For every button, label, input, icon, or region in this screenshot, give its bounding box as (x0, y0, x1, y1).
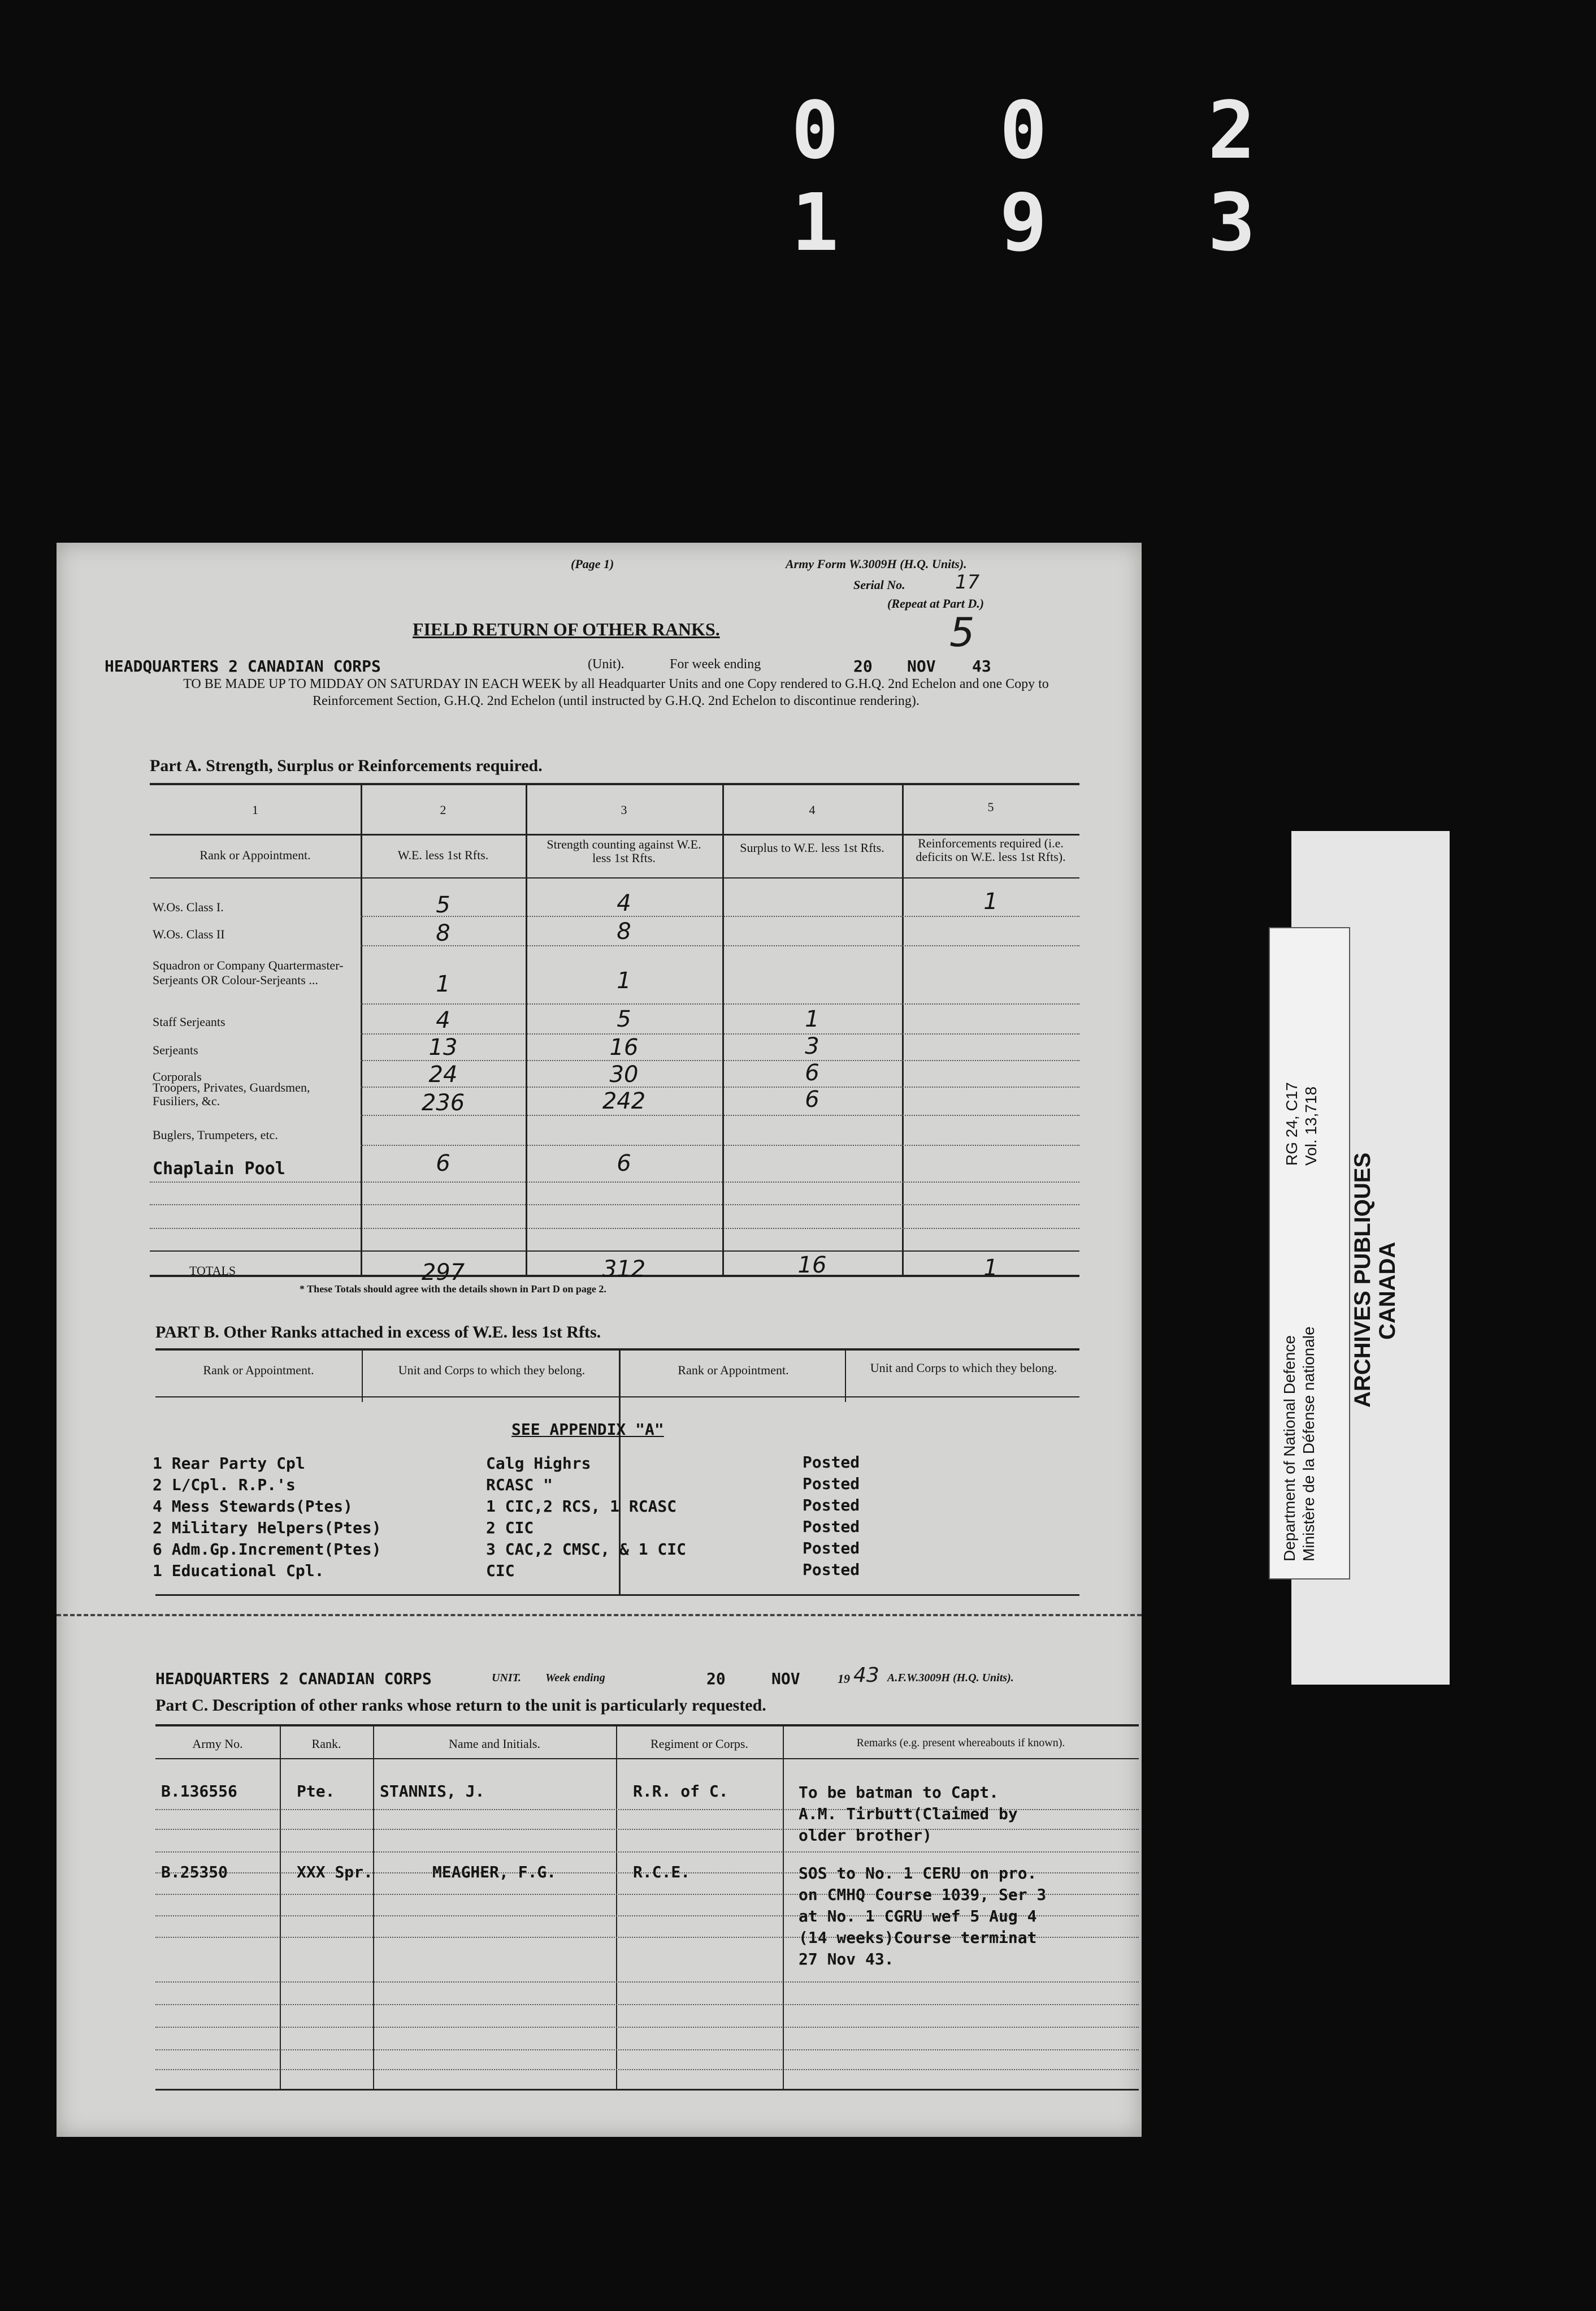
part-b-col-unit-1: Unit and Corps to which they belong. (398, 1363, 586, 1377)
part-c-week-month: NOV (771, 1669, 800, 1688)
week-label: For week ending (670, 657, 761, 672)
ref-rg: RG 24, C17 (1283, 1082, 1300, 1166)
dept-text (1280, 1326, 1319, 1561)
cell-cpl-surplus: 6 (805, 1060, 819, 1086)
part-c-row1-corps: R.R. of C. (633, 1782, 728, 1801)
part-c-row2-name: MEAGHER, F.G. (432, 1863, 557, 1881)
part-b-row-status: Posted (803, 1517, 860, 1536)
cell-wo2-we: 8 (436, 920, 450, 946)
tear-line (57, 1614, 1142, 1616)
col-head-strength: Strength counting against W.E. less 1st Rfts. (547, 837, 701, 865)
part-b-row-unit: 3 CAC,2 CMSC, & 1 CIC (486, 1540, 687, 1559)
dept-fr: Ministère de la Défense nationale (1300, 1326, 1317, 1561)
cell-troopers-we: 236 (421, 1090, 465, 1116)
serial-value: 17 (955, 571, 980, 594)
serial-label: Serial No. (853, 578, 905, 592)
cell-cpl-we: 24 (428, 1062, 458, 1088)
total-strength: 312 (602, 1256, 646, 1282)
part-b-row-unit: RCASC " (486, 1475, 553, 1494)
hand-mark: 5 (949, 609, 975, 656)
col-num-3: 3 (621, 803, 627, 817)
part-c-title: Part C. Description of other ranks whose return to the unit is particularly requested. (155, 1696, 766, 1715)
part-c-row2-corps: R.C.E. (633, 1863, 691, 1881)
col-head-rank: Rank or Appointment. (200, 848, 311, 862)
cell-sjt-strength: 16 (609, 1035, 639, 1061)
col-num-1: 1 (252, 803, 258, 817)
week-day: 20 (853, 657, 873, 676)
unit-name: HEADQUARTERS 2 CANADIAN CORPS (105, 657, 381, 676)
row-label-wo2: W.Os. Class II (153, 927, 225, 941)
part-a-footnote: * These Totals should agree with the details shown in Part D on page 2. (300, 1283, 606, 1295)
part-c-unit: HEADQUARTERS 2 CANADIAN CORPS (155, 1669, 432, 1688)
cell-staff-sjt-strength: 5 (617, 1006, 631, 1032)
part-b-row-status: Posted (803, 1496, 860, 1514)
remark-line: at No. 1 CGRU wef 5 Aug 4 (799, 1907, 1037, 1925)
totals-label: TOTALS (189, 1263, 236, 1278)
cell-troopers-surplus: 6 (805, 1087, 819, 1113)
see-appendix: SEE APPENDIX "A" (511, 1420, 664, 1439)
form-title: FIELD RETURN OF OTHER RANKS. (413, 619, 720, 639)
part-b-row-rank: 6 Adm.Gp.Increment(Ptes) (153, 1540, 381, 1559)
cell-troopers-strength: 242 (602, 1088, 646, 1114)
part-b-row-unit: Calg Highrs (486, 1454, 591, 1473)
cell-wo2-strength: 8 (617, 919, 631, 945)
part-c-row1-rank: Pte. (297, 1782, 335, 1801)
total-surplus: 16 (797, 1252, 827, 1278)
week-year: 43 (972, 657, 991, 676)
cell-chaplain-strength: 6 (617, 1150, 631, 1176)
part-b-row-unit: 1 CIC,2 RCS, 1 RCASC (486, 1497, 677, 1516)
row-label-wo1: W.Os. Class I. (153, 900, 224, 914)
part-b-col-unit-2: Unit and Corps to which they belong. (870, 1361, 1057, 1375)
document-page (57, 543, 1142, 2137)
ref-vol: Vol. 13,718 (1302, 1086, 1320, 1166)
cell-staff-sjt-we: 4 (436, 1007, 450, 1033)
archive-line-3: CANADA (1375, 1241, 1400, 1340)
col-head-surplus: Surplus to W.E. less 1st Rfts. (740, 841, 884, 855)
part-b-row-rank: 1 Educational Cpl. (153, 1561, 324, 1580)
cell-chaplain-we: 6 (436, 1150, 450, 1176)
row-label-troopers: Troopers, Privates, Guardsmen, Fusiliers, &c. (153, 1080, 310, 1108)
remark-line: (14 weeks)Course terminat (799, 1928, 1037, 1947)
part-c-row1-remarks (799, 1782, 1018, 1846)
col-num-4: 4 (809, 803, 816, 817)
cell-sjt-we: 13 (428, 1035, 458, 1061)
part-c-row2-army-no: B.25350 (161, 1863, 228, 1881)
instructions: TO BE MADE UP TO MIDDAY ON SATURDAY IN EACH WEEK by all Headquarter Units and one Copy rendered to G.H.Q. 2nd Echelon and one Copy to Reinforcement Section, G.H.Q. 2nd Echelon (until instructed by G.H.Q. 2nd Echelon to discontinue rendering). (183, 677, 1049, 708)
remark-line: SOS to No. 1 CERU on pro. (799, 1864, 1037, 1882)
col-num-2: 2 (440, 803, 446, 817)
remark-line: 27 Nov 43. (799, 1950, 894, 1968)
archive-line-2: ARCHIVES PUBLIQUES (1350, 1152, 1375, 1408)
cell-cpl-strength: 30 (609, 1062, 639, 1088)
part-b-row-rank: 1 Rear Party Cpl (153, 1454, 305, 1473)
part-c-col-remarks: Remarks (e.g. present whereabouts if known). (856, 1737, 1065, 1749)
part-c-row1-name: STANNIS, J. (380, 1782, 485, 1801)
part-c-col-army-no: Army No. (192, 1737, 243, 1751)
row-label-staff-sjt: Staff Serjeants (153, 1015, 225, 1029)
frame-number: 0 0 2 1 9 3 (791, 85, 1312, 269)
part-c-week-year: 43 (853, 1664, 879, 1687)
total-reinf: 1 (983, 1255, 998, 1281)
part-c-row2-remarks (799, 1863, 1046, 1970)
part-b-row-rank: 2 L/Cpl. R.P.'s (153, 1475, 296, 1494)
cell-staff-sjt-surplus: 1 (805, 1006, 819, 1032)
cell-sjt-surplus: 3 (805, 1033, 819, 1059)
part-b-title: PART B. Other Ranks attached in excess of W.E. less 1st Rfts. (155, 1323, 601, 1341)
row-label-cqms: Squadron or Company Quartermaster-Serjeants OR Colour-Serjeants ... (153, 958, 344, 987)
cell-wo1-reinf: 1 (983, 889, 998, 915)
total-we: 297 (421, 1260, 465, 1286)
part-c-col-corps: Regiment or Corps. (650, 1737, 748, 1751)
repeat-label: (Repeat at Part D.) (887, 596, 985, 611)
part-b-row-rank: 2 Military Helpers(Ptes) (153, 1518, 381, 1537)
col-num-5: 5 (987, 800, 994, 814)
part-b-col-rank-2: Rank or Appointment. (678, 1363, 789, 1377)
part-c-week-year-prefix: 19 (838, 1672, 850, 1686)
part-c-week-day: 20 (706, 1669, 726, 1688)
cell-cqms-strength: 1 (617, 968, 631, 994)
form-label: Army Form W.3009H (H.Q. Units). (786, 557, 967, 571)
archive-reference-card (1269, 927, 1350, 1579)
cell-wo1-we: 5 (436, 892, 450, 918)
cell-cqms-we: 1 (436, 971, 450, 997)
part-b-statuses (803, 1452, 860, 1581)
part-b-units (486, 1453, 686, 1582)
page-label: (Page 1) (571, 557, 614, 571)
dept-en: Department of National Defence (1281, 1335, 1298, 1561)
part-b-row-status: Posted (803, 1539, 860, 1557)
unit-label: (Unit). (588, 657, 624, 672)
part-c-col-name: Name and Initials. (449, 1737, 540, 1751)
part-c-week-label: Week ending (545, 1672, 605, 1684)
part-b-col-rank-1: Rank or Appointment. (203, 1363, 314, 1377)
remark-line: on CMHQ Course 1039, Ser 3 (799, 1885, 1047, 1904)
col-head-we: W.E. less 1st Rfts. (397, 848, 489, 862)
part-c-row1-army-no: B.136556 (161, 1782, 237, 1801)
part-c-unit-label: UNIT. (492, 1672, 522, 1684)
row-label-cpl: Corporals (153, 1070, 202, 1084)
remark-line: A.M. Tirbutt(Claimed by (799, 1804, 1018, 1823)
part-c-form-label: A.F.W.3009H (H.Q. Units). (887, 1672, 1014, 1684)
remark-line: older brother) (799, 1826, 933, 1845)
part-b-row-status: Posted (803, 1560, 860, 1579)
cell-wo1-strength: 4 (617, 890, 631, 916)
col-head-reinf: Reinforcements required (i.e. deficits on W.E. less 1st Rfts). (916, 836, 1066, 864)
row-label-sjt: Serjeants (153, 1043, 198, 1057)
remark-line: To be batman to Capt. (799, 1783, 999, 1802)
row-label-buglers: Buglers, Trumpeters, etc. (153, 1128, 278, 1142)
part-a-title: Part A. Strength, Surplus or Reinforcements required. (150, 756, 543, 775)
ref-text (1282, 1082, 1321, 1166)
week-month: NOV (907, 657, 936, 676)
part-b-row-status: Posted (803, 1474, 860, 1493)
part-b-ranks (153, 1453, 381, 1582)
part-b-row-status: Posted (803, 1453, 860, 1472)
part-c-col-rank: Rank. (311, 1737, 341, 1751)
part-b-row-unit: CIC (486, 1561, 515, 1580)
part-b-row-rank: 4 Mess Stewards(Ptes) (153, 1497, 353, 1516)
row-label-chaplain: Chaplain Pool (153, 1159, 285, 1179)
part-b-row-unit: 2 CIC (486, 1518, 534, 1537)
part-c-row2-rank: XXX Spr. (297, 1863, 373, 1881)
